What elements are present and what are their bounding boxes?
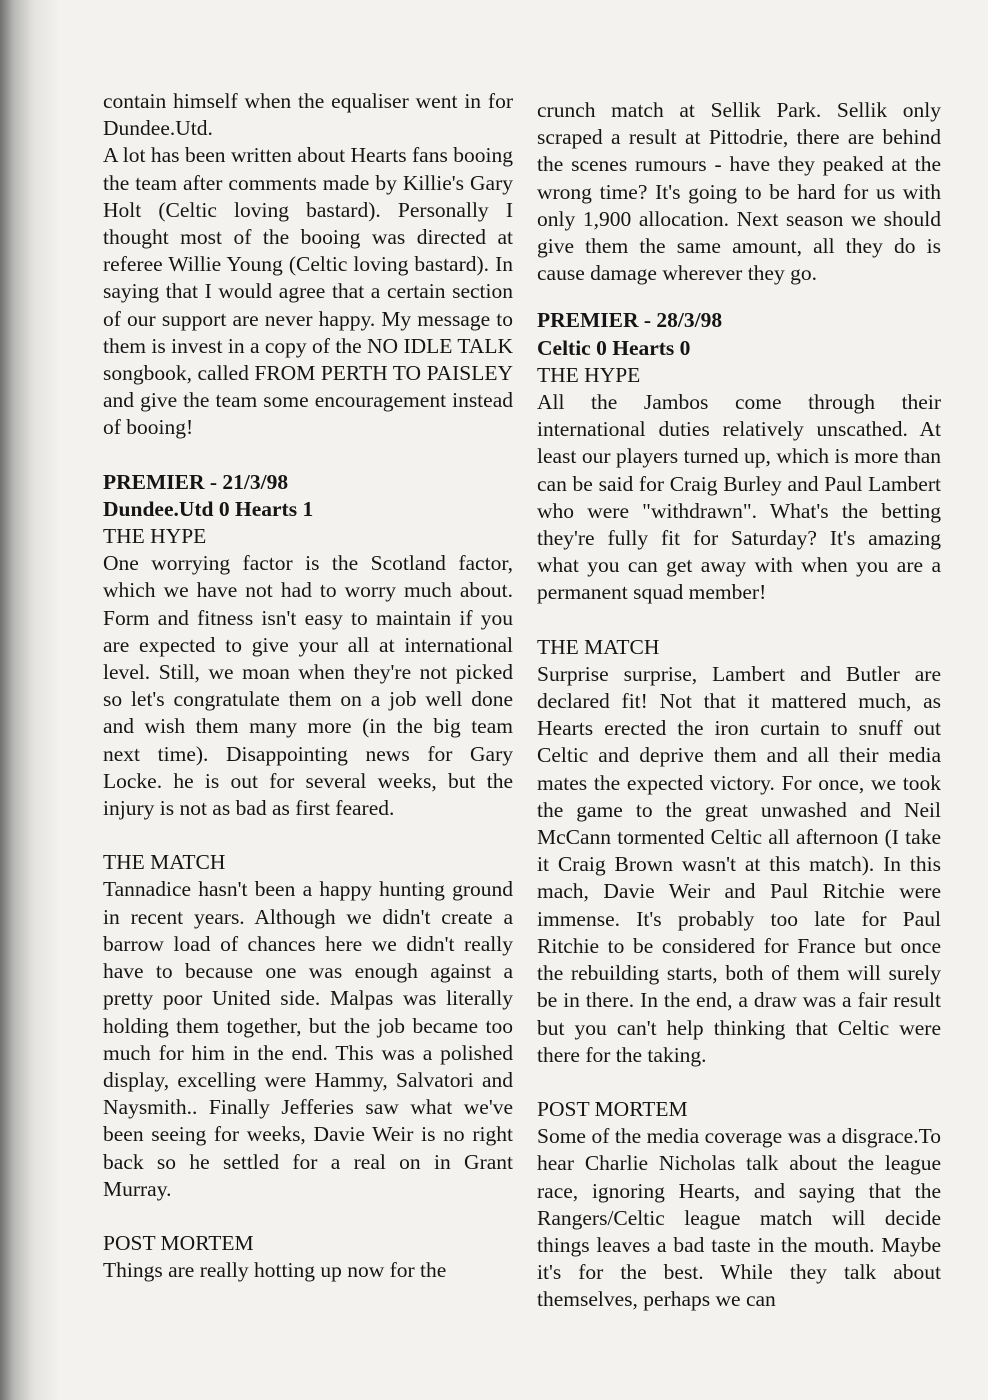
spacer bbox=[103, 1203, 513, 1230]
match-paragraph: Tannadice hasn't been a happy hunting ground in recent years. Although we didn't create a barrow load of chances here we didn't really have to because one was enough against a pretty poor United side. Malpas was literally holding them together, but the job became too much for him in the end. This was a polished display, excelling were Hammy, Salvatori and Naysmith.. Finally Jefferies saw what we've been seeing for weeks, Davie Weir is no right back so he settled for a real on in Grant Murray. bbox=[103, 877, 513, 1201]
post-mortem-paragraph: Things are really hotting up now for the bbox=[103, 1258, 447, 1283]
match-result-celtic: Celtic 0 Hearts 0 bbox=[537, 335, 691, 360]
spacer bbox=[103, 442, 513, 469]
match-heading-28-3-98: PREMIER - 28/3/98 bbox=[537, 308, 723, 333]
spacer bbox=[537, 1069, 941, 1096]
hype-heading: THE HYPE bbox=[537, 362, 641, 387]
match-paragraph: Surprise surprise, Lambert and Butler are declared fit! Not that it mattered much, as Hearts erected the iron curtain to snuff out Celtic and deprive them and all their media mates the expected victory. For once, we took the game to the great unwashed and Neil McCann tormented Celtic all afternoon (I take it Craig Brown wasn't at this match). In this mach, Davie Weir and Paul Ritchie were immense. It's probably too late for Paul Ritchie to be considered for France but once the rebuilding starts, both of them will surely be in there. In the end, a draw was a fair result but you can't help thinking that Celtic were there for the taking. bbox=[537, 661, 941, 1067]
match-section-heading: THE MATCH bbox=[537, 634, 660, 659]
left-column bbox=[103, 88, 513, 1284]
spacer bbox=[537, 287, 941, 307]
right-paragraph-1: crunch match at Sellik Park. Sellik only scraped a result at Pittodrie, there are behind the scenes rumours - have they peaked at the wrong time? It's going to be hard for us with only 1,900 allocation. Next season we should give them the same amount, all they do is cause damage wherever they go. bbox=[537, 98, 941, 286]
left-paragraph-1: contain himself when the equaliser went in for Dundee.Utd. bbox=[103, 89, 513, 141]
spacer bbox=[537, 607, 941, 634]
post-mortem-paragraph: Some of the media coverage was a disgrace.To hear Charlie Nicholas talk about the league race, ignoring Hearts, and saying that the Rangers/Celtic league match will decide things leaves a bad taste in the mouth. Maybe it's for the best. While they talk about themselves, perhaps we can bbox=[537, 1124, 941, 1312]
right-column bbox=[537, 97, 941, 1314]
post-mortem-heading: POST MORTEM bbox=[537, 1096, 688, 1121]
hype-paragraph: One worrying factor is the Scotland factor, which we have not had to worry much about. Form and fitness isn't easy to maintain if you are expected to give your all at international level. Still, we moan when they're not picked so let's congratulate them on a job well done and wish them many more (in the big team next time). Disappointing news for Gary Locke. he is out for several weeks, but the injury is not as bad as first feared. bbox=[103, 551, 513, 821]
left-paragraph-2: A lot has been written about Hearts fans booing the team after comments made by Killie's Gary Holt (Celtic loving bastard). Personally I thought most of the booing was directed at referee Willie Young (Celtic loving bastard). In saying that I would agree that a certain section of our support are never happy. My message to them is invest in a copy of the NO IDLE TALK songbook, called FROM PERTH TO PAISLEY and give the team some encouragement instead of booing! bbox=[103, 143, 513, 440]
hype-paragraph: All the Jambos come through their international duties relatively unscathed. At least our players turned up, which is more than can be said for Craig Burley and Paul Lambert who were "withdrawn". What's the betting they're fully fit for Saturday? It's amazing what you can get away with when you are a permanent squad member! bbox=[537, 390, 941, 605]
post-mortem-heading: POST MORTEM bbox=[103, 1230, 254, 1255]
match-result-dundee-utd: Dundee.Utd 0 Hearts 1 bbox=[103, 496, 314, 521]
hype-heading: THE HYPE bbox=[103, 524, 207, 549]
match-heading-21-3-98: PREMIER - 21/3/98 bbox=[103, 469, 289, 494]
spacer bbox=[103, 822, 513, 849]
match-section-heading: THE MATCH bbox=[103, 850, 226, 875]
